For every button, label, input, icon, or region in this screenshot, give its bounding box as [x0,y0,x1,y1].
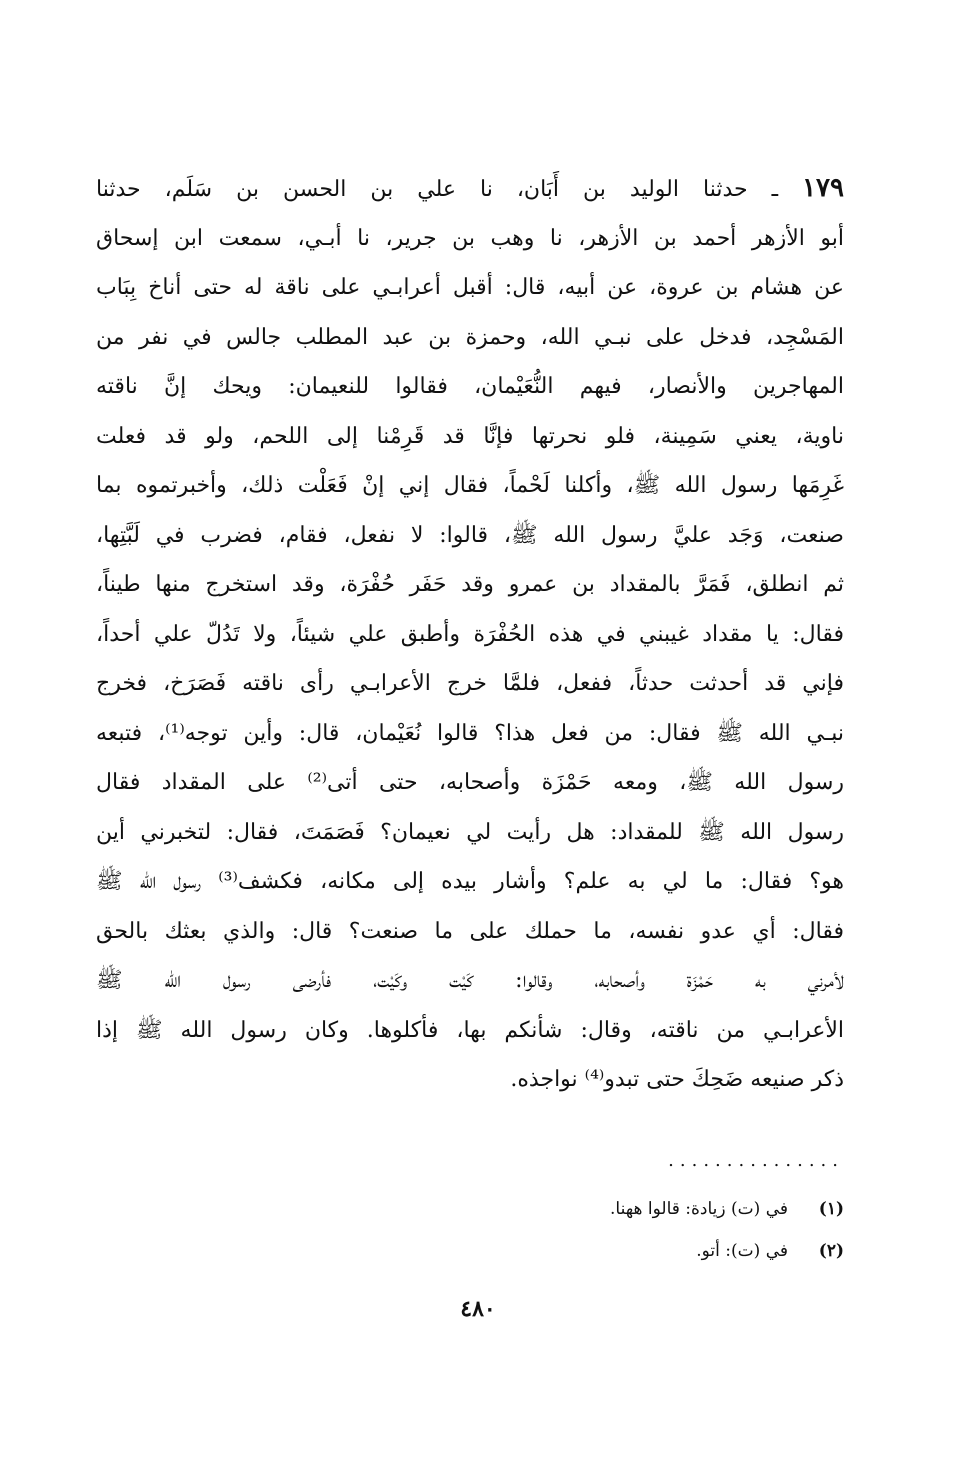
hadith-line-16: فقال: أي عدو نفسه، ما حملك على ما صنعت؟ قال: والذي بعثك بالحق [96,918,844,944]
hadith-line-13: رسول الله ﷺ، ومعه حَمْزَة وأصحابه، حتى أتى⁽²⁾ على المقداد فقال [96,770,844,795]
hadith-line-8: صنعت، وَجَد عليَّ رسول الله ﷺ، قالوا: لا نفعل، فقام، فضرب في لَبَّتِها، [96,522,844,548]
hadith-line-15: هو؟ فقال: ما لي به علم؟ وأشار بيده إلى مكانه، فكشف⁽³⁾ رسول الله ﷺ [96,869,844,894]
hadith-line-11: فإني قد أحدثت حدثاً، ففعل، فلمَّا خرج الأعرابـي رأى ناقته فَصَرَخ، فخرج [96,671,844,696]
hadith-line-6: ناوية، يعني سَمِينة، فلو نحرتها فإنَّا قد قَرِمْنا إلى اللحم، ولو قد فعلت [96,423,844,449]
hadith-line-9: ثم انطلق، فَمَرَّ بالمقداد بن عمرو وقد حَفَر حُفْرَة، وقد استخرج منها طيناً، [96,572,844,597]
hadith-line-text: ـ حدثنا الوليد بن أَبَان، نا علي بن الحسن بن سَلَم، حدثنا [96,177,779,202]
hadith-line-4: المَسْجِد، فدخل على نبـي الله، وحمزة بن عبد المطلب جالس في نفر من [96,324,844,350]
hadith-line-12: نبـي الله ﷺ فقال: من فعل هذا؟ قالوا نُعَيْمان، قال: وأين توجه⁽¹⁾، فتبعه [96,720,844,746]
page-number: ٤٨٠ [460,1296,496,1322]
hadith-line-1 [96,164,844,214]
hadith-number: ١٧٩ [802,173,844,203]
hadith-line-5: المهاجرين والأنصار، فيهم النُّعَيْمان، فقالوا للنعيمان: ويحك إنَّ ناقته [96,374,844,399]
footnote-separator: ............... [668,1150,844,1171]
footnote-text: في (ت): أتو. [696,1241,788,1261]
hadith-line-14: رسول الله ﷺ للمقداد: هل رأيت لي نعيمان؟ فَصَمَتَ، فقال: لتخبرني أين [96,819,844,845]
footnotes [400,1188,844,1272]
hadith-line-7: غَرِمَها رسول الله ﷺ، وأكلنا لَحْماً، فقال إني إنْ فَعَلْت ذلك، وأخبرتموه بما [96,473,844,498]
hadith-line-19: ذكر صنيعه ضَحِكَ حتى تبدو⁽⁴⁾ نواجذه. [510,1067,844,1092]
footnote-number: (٢) [818,1241,844,1261]
footnote-1 [400,1188,844,1230]
hadith-line-10: فقال: يا مقداد غيبني في هذه الحُفْرَة وأطبق علي شيئاً، ولا تَدُلّ علي أحداً، [96,621,844,647]
hadith-line-3: عن هشام بن عروة، عن أبيه، قال: أقبل أعرابـي على ناقة له حتى أناخ بِبَاب [96,275,844,300]
hadith-line-2: أبو الأزهر أحمد بن الأزهر، نا وهب بن جرير، نا أبـي، سمعت ابن إسحاق [96,225,844,251]
hadith-line-18: الأعرابـي من ناقته، وقال: شأنكم بها، فأكلوها. وكان رسول الله ﷺ إذا [96,1017,844,1043]
footnote-text: في (ت) زيادة: قالوا ههنا. [609,1199,788,1219]
footnote-2 [400,1230,844,1272]
hadith-body [96,164,844,1105]
hadith-line-17: لأمرني به حَمْزَة وأصحابه، وقالوا: كَيْت وكَيْت، فأرضى رسول الله ﷺ [96,968,844,993]
footnote-number: (١) [818,1199,844,1219]
